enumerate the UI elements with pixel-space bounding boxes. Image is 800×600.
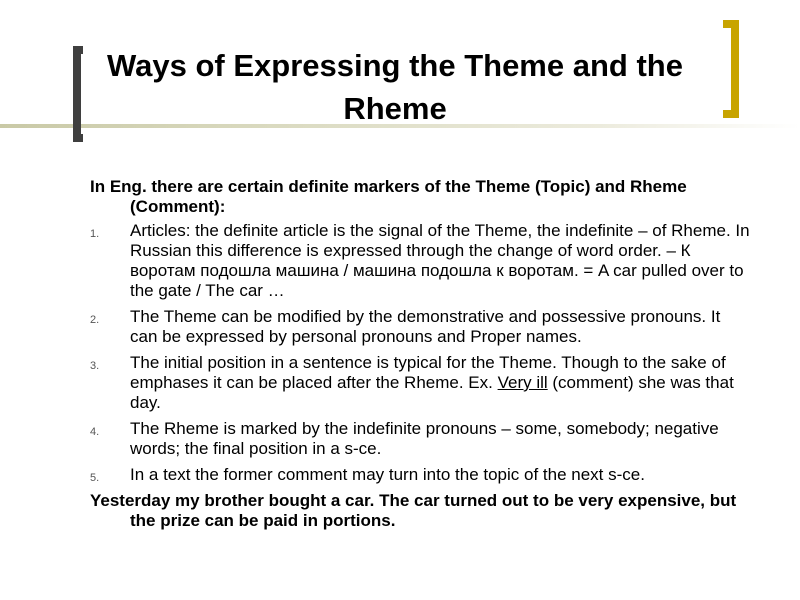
list-number: 3. bbox=[90, 360, 100, 372]
list-item-text-before: The initial position in a sentence is typical for the Theme. Though to the sake of emphases it can be placed after the Rheme. Ex. bbox=[130, 353, 726, 392]
right-bracket-decoration bbox=[723, 20, 739, 118]
list-number: 4. bbox=[90, 426, 100, 438]
slide-body bbox=[90, 177, 750, 535]
list-item bbox=[90, 221, 750, 301]
left-bracket-decoration bbox=[73, 46, 83, 142]
list-item-text-after: (comment) she was that day. bbox=[130, 373, 734, 412]
list-item-text: In a text the former comment may turn into the topic of the next s-ce. bbox=[130, 465, 645, 484]
intro-paragraph: In Eng. there are certain definite markers of the Theme (Topic) and Rheme (Comment): bbox=[90, 177, 687, 216]
list-number: 5. bbox=[90, 472, 100, 484]
closing-example-paragraph: Yesterday my brother bought a car. The car turned out to be very expensive, but the prize can be paid in portions. bbox=[90, 491, 737, 530]
list-item-text: The Rheme is marked by the indefinite pronouns – some, somebody; negative words; the final position in a s-ce. bbox=[130, 419, 719, 458]
list-item-text: Articles: the definite article is the signal of the Theme, the indefinite – of Rheme. In Russian this difference is expressed through the change of word order. – К воротам подошла машина / машина подошла к воротам. = A car pulled over to the gate / The car … bbox=[130, 221, 750, 300]
list-item bbox=[90, 419, 750, 459]
list-item bbox=[90, 307, 750, 347]
list-item bbox=[90, 465, 750, 485]
slide-title: Ways of Expressing the Theme and the Rheme bbox=[107, 48, 683, 126]
list-item-text: The Theme can be modified by the demonstrative and possessive pronouns. It can be expressed by personal pronouns and Proper names. bbox=[130, 307, 721, 346]
list-item bbox=[90, 353, 750, 413]
list-number: 2. bbox=[90, 314, 100, 326]
list-number: 1. bbox=[90, 228, 100, 240]
markers-list bbox=[90, 221, 750, 485]
underlined-example: Very ill bbox=[497, 373, 548, 392]
